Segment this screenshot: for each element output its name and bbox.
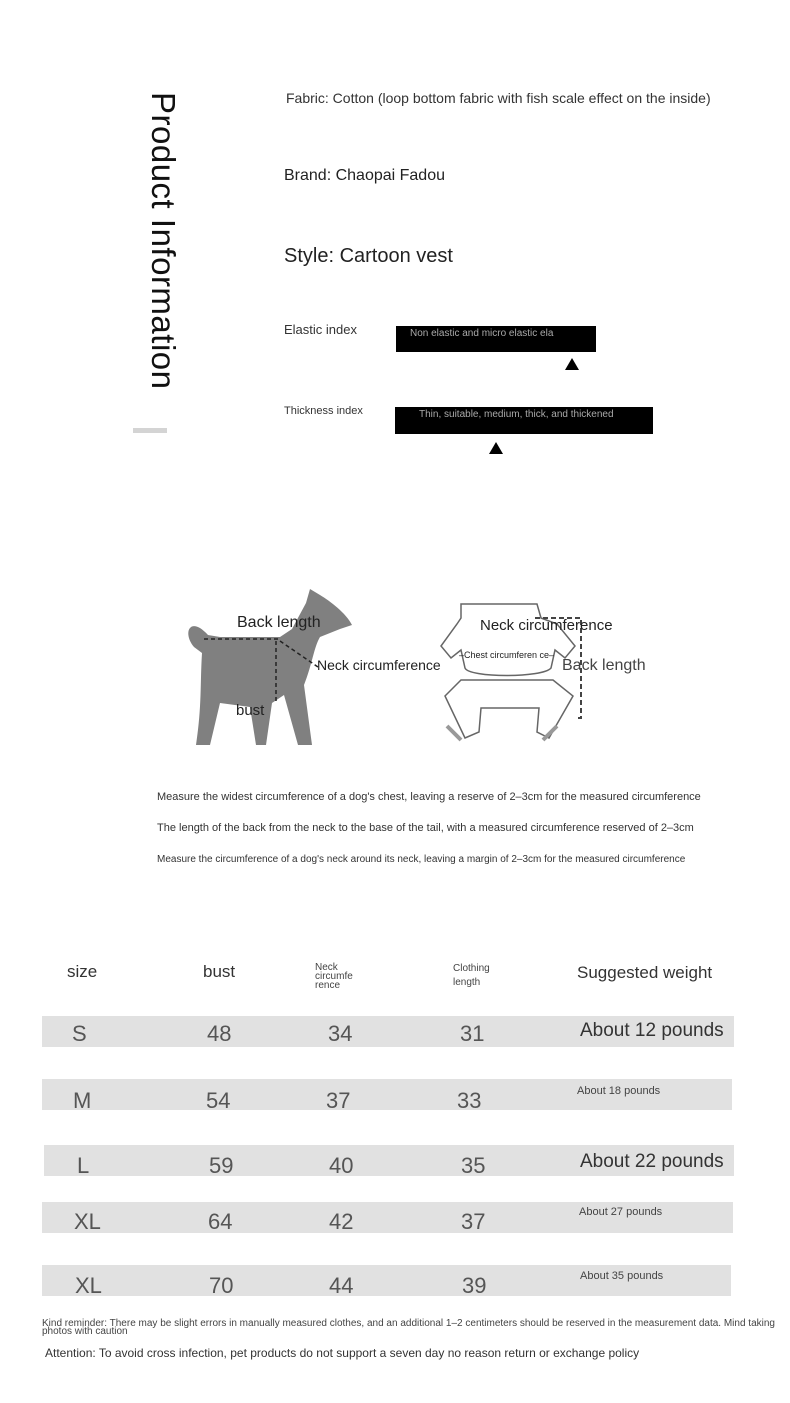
elastic-index-scale: Non elastic and micro elastic ela: [410, 328, 554, 339]
cell-weight: About 22 pounds: [580, 1151, 724, 1172]
cell-size: M: [73, 1088, 92, 1113]
dog-bust-label: bust: [236, 702, 265, 719]
thickness-index-bar: [395, 407, 653, 434]
garment-chest-label: –Chest circumferen ce–: [459, 650, 555, 660]
cell-size: L: [77, 1153, 90, 1178]
cell-size: XL: [74, 1209, 101, 1234]
header-bust: bust: [203, 962, 236, 981]
cell-weight: About 35 pounds: [580, 1270, 664, 1282]
cell-bust: 54: [206, 1088, 231, 1113]
elastic-index-label: Elastic index: [284, 322, 357, 337]
cell-neck: 42: [329, 1209, 354, 1234]
cell-length: 39: [462, 1273, 487, 1298]
garment-neck-label: Neck circumference: [480, 617, 613, 634]
dog-back-length-label: Back length: [237, 614, 321, 631]
elastic-index-marker-icon: [565, 358, 579, 370]
header-size: size: [67, 962, 98, 981]
cell-neck: 40: [329, 1153, 354, 1178]
cell-neck: 34: [328, 1021, 353, 1046]
cell-bust: 48: [207, 1021, 232, 1046]
garment-outline-icon: [441, 604, 575, 676]
cell-weight: About 18 pounds: [577, 1085, 661, 1097]
thickness-index-label: Thickness index: [284, 405, 363, 417]
dog-neck-label: Neck circumference: [317, 657, 441, 673]
kind-reminder-note: Kind reminder: There may be slight errors in manually measured clothes, and an additional 1–2 centimeters should be reserved in the measurement data. Mind taking photos with caution: [42, 1318, 775, 1337]
cell-weight: About 12 pounds: [580, 1020, 724, 1041]
brand-text: Brand: Chaopai Fadou: [284, 167, 445, 184]
neck-description: Measure the circumference of a dog's neck around its neck, leaving a margin of 2–3cm for the measured circumference: [157, 854, 686, 865]
cell-length: 37: [461, 1209, 486, 1234]
header-neck: Neck circumfe rence: [315, 962, 353, 991]
title-divider: [133, 428, 167, 433]
cell-weight: About 27 pounds: [579, 1206, 663, 1218]
garment-back-length-label: Back length: [562, 657, 646, 674]
cell-neck: 44: [329, 1273, 354, 1298]
thickness-index-marker-icon: [489, 442, 503, 454]
cell-length: 33: [457, 1088, 482, 1113]
cell-bust: 70: [209, 1273, 234, 1298]
header-length: Clothing length: [453, 963, 490, 988]
style-text: Style: Cartoon vest: [284, 245, 453, 267]
section-title-product-information: Product Information: [145, 92, 182, 390]
attention-note: Attention: To avoid cross infection, pet products do not support a seven day no reason return or exchange policy: [45, 1346, 640, 1360]
back-length-description: The length of the back from the neck to the base of the tail, with a measured circumference reserved of 2–3cm: [157, 822, 694, 834]
bust-description: Measure the widest circumference of a dog's chest, leaving a reserve of 2–3cm for the measured circumference: [157, 791, 701, 803]
fabric-text: Fabric: Cotton (loop bottom fabric with fish scale effect on the inside): [286, 90, 711, 106]
elastic-index-bar: [396, 326, 596, 352]
cell-size: XL: [75, 1273, 102, 1298]
header-weight: Suggested weight: [577, 963, 713, 982]
cell-length: 35: [461, 1153, 486, 1178]
cell-bust: 59: [209, 1153, 234, 1178]
cell-bust: 64: [208, 1209, 233, 1234]
cell-neck: 37: [326, 1088, 351, 1113]
thickness-index-scale: Thin, suitable, medium, thick, and thickened: [419, 409, 614, 420]
cell-length: 31: [460, 1021, 485, 1046]
cell-size: S: [72, 1021, 87, 1046]
